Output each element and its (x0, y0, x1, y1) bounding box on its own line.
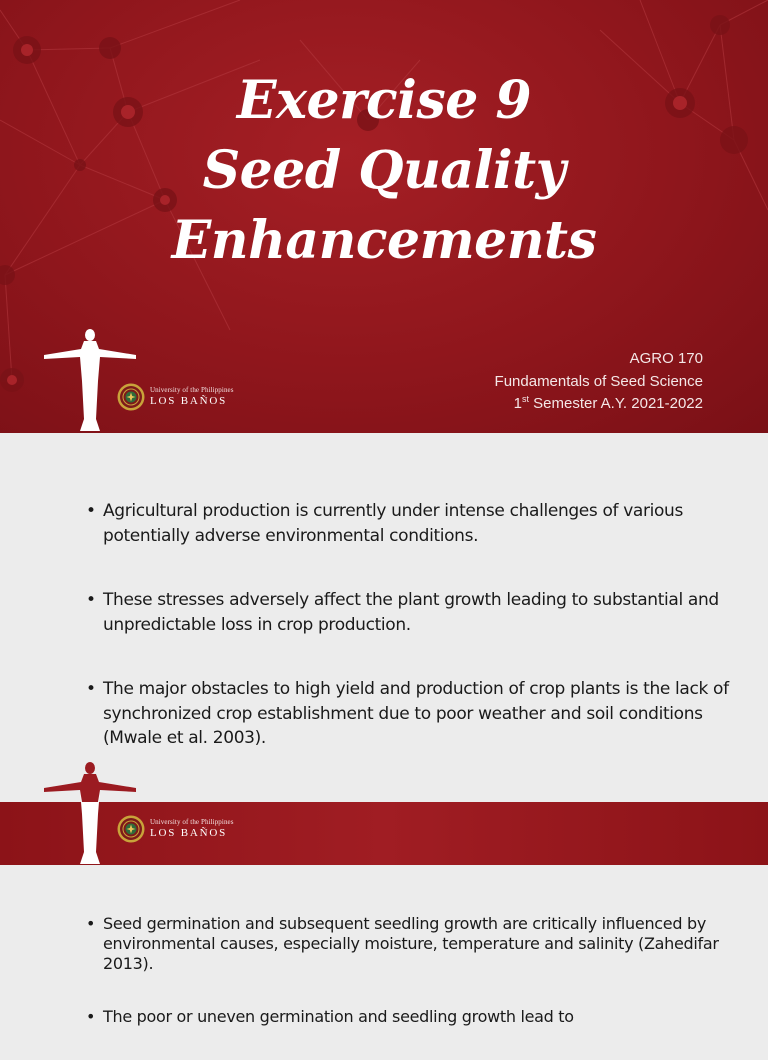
semester-ordinal: 1 (513, 395, 522, 412)
bullet-item: • Agricultural production is currently under intense challenges of various potentially adverse environmental conditions. (86, 499, 746, 548)
presentation-title (0, 66, 768, 276)
title-line-2: Seed Quality (202, 140, 566, 201)
university-name-small: University of the Philippines (150, 818, 234, 826)
content-slide-1 (0, 433, 768, 802)
semester-suffix: st (521, 394, 529, 404)
course-info (495, 348, 703, 416)
university-logo (117, 383, 234, 411)
bullet-item: • These stresses adversely affect the plant growth leading to substantial and unpredictable loss in crop production. (86, 588, 746, 637)
oblation-figure-icon (40, 327, 140, 433)
bullet-item: • Seed germination and subsequent seedling growth are critically influenced by environmental causes, especially moisture, temperature and salinity (Zahedifar 2013). (86, 914, 746, 974)
title-slide (0, 0, 768, 433)
up-seal-icon (117, 383, 145, 411)
bullet-item: • The major obstacles to high yield and production of crop plants is the lack of synchronized crop establishment due to poor weather and soil conditions (Mwale et al. 2003). (86, 677, 746, 751)
bullet-list (86, 914, 746, 1060)
course-name: Fundamentals of Seed Science (494, 372, 703, 390)
semester-text: Semester A.Y. 2021-2022 (528, 395, 703, 412)
semester-line (495, 393, 703, 416)
course-code: AGRO 170 (629, 350, 703, 367)
bullet-item: • The poor or uneven germination and seedling growth lead to (86, 1007, 746, 1027)
university-name-campus: LOS BAÑOS (150, 827, 228, 839)
university-name-campus: LOS BAÑOS (150, 395, 228, 407)
bullet-list (86, 499, 746, 791)
university-name-small: University of the Philippines (150, 386, 234, 394)
title-line-3: Enhancements (171, 210, 597, 271)
title-line-1: Exercise 9 (236, 70, 532, 131)
content-slide-2 (0, 865, 768, 1024)
